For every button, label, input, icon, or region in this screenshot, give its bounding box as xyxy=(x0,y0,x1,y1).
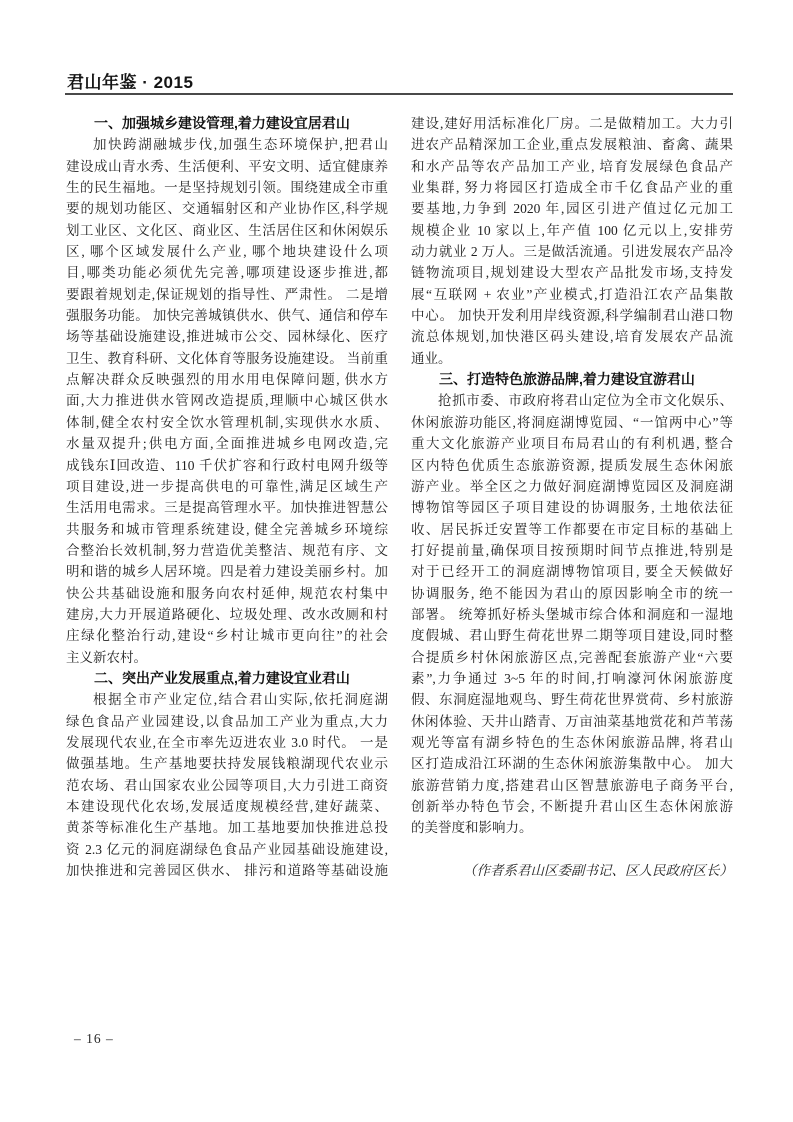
text-line: 业集群, 努力将园区打造成全市千亿食品产业的重 xyxy=(411,180,733,196)
text-line: 观光等富有湖乡特色的生态休闲旅游品牌, 将君山 xyxy=(411,734,733,750)
text-line: 黄茶等标准化生产基地。加工基地要加快推进总投 xyxy=(66,820,388,836)
text-line: 创新举办特色节会, 不断提升君山区生态休闲旅游 xyxy=(411,799,733,814)
text-line: 合提质乡村休闲旅游区点,完善配套旅游产业“六要 xyxy=(411,649,733,665)
text-line: 素”,力争通过 3~5 年的时间,打响濠河休闲旅游度 xyxy=(411,670,733,686)
text-line: 规模企业 10 家以上,年产值 100 亿元以上,安排劳 xyxy=(411,222,733,238)
text-line: 通业。 xyxy=(411,350,452,366)
text-line: 流总体规划,加快港区码头建设,培育发展农产品流 xyxy=(411,329,733,345)
text-line: 协调服务, 绝不能因为君山的原因影响全市的统一 xyxy=(411,585,733,601)
text-line: 进农产品精深加工企业,重点发展粮油、畜禽、蔬果 xyxy=(411,137,733,153)
text-line: 体制,健全农村安全饮水管理机制,实现供水水质、 xyxy=(66,414,388,430)
text-line: 范农场、君山国家农业公园等项目,大力引进工商资 xyxy=(66,777,388,793)
text-line: 发展现代农业,在全市率先迈进农业 3.0 时代。 一是 xyxy=(66,734,388,750)
blank-line xyxy=(411,839,733,860)
text-line: 建设成山青水秀、生活便利、平安文明、适宜健康养 xyxy=(66,158,388,174)
text-line: 链物流项目,规划建设大型农产品批发市场,支持发 xyxy=(411,265,733,281)
text-line: 度假城、君山野生荷花世界二期等项目建设,同时整 xyxy=(411,628,733,644)
text-line: 本建设现代化农场,发展适度规模经营,建好蔬菜、 xyxy=(66,799,388,814)
text-line: 庄绿化整治行动,建设“乡村让城市更向往”的社会 xyxy=(66,628,388,644)
text-line: 资 2.3 亿元的洞庭湖绿色食品产业园基础设施建设, xyxy=(66,841,388,857)
text-line: 要基地,力争到 2020 年,园区引进产值过亿元加工 xyxy=(411,201,733,217)
text-line: 区打造成沿江环湖的生态休闲旅游集散中心。 加大 xyxy=(411,756,733,772)
text-line: 合整治长效机制,努力营造优美整洁、规范有序、文 xyxy=(66,542,388,558)
text-line: 划工业区、文化区、商业区、生活居住区和休闲娱乐 xyxy=(66,222,388,238)
left-column xyxy=(66,113,388,881)
text-line: 部署。 统筹抓好桥头堡城市综合体和洞庭和一湿地 xyxy=(411,606,733,622)
text-line: 假、东洞庭湿地观鸟、野生荷花世界赏荷、乡村旅游 xyxy=(411,692,733,708)
text-line: 水量双提升;供电方面,全面推进城乡电网改造,完 xyxy=(66,436,388,452)
section-heading: 二、突出产业发展重点,着力建设宜业君山 xyxy=(94,669,350,686)
text-line: 生的民生福地。一是坚持规划引领。围绕建成全市重 xyxy=(66,180,388,196)
text-line: 做强基地。生产基地要扶持发展钱粮湖现代农业示 xyxy=(66,756,388,772)
page-number: – 16 – xyxy=(74,1031,114,1046)
text-line: 建房,大力开展道路硬化、垃圾处理、改水改厕和村 xyxy=(66,606,388,622)
page-header-title: 君山年鉴 · 2015 xyxy=(67,73,194,92)
text-line: 区内特色优质生态旅游资源, 提质发展生态休闲旅 xyxy=(411,457,733,473)
text-line: 点解决群众反映强烈的用水用电保障问题, 供水方 xyxy=(66,372,388,388)
text-columns xyxy=(66,113,733,881)
text-line: 展“互联网 + 农业”产业模式,打造沿江农产品集散 xyxy=(411,286,733,302)
text-line: 打好提前量,确保项目按预期时间节点推进,特别是 xyxy=(411,542,733,558)
text-line: 区, 哪个区域发展什么产业, 哪个地块建设什么项 xyxy=(66,244,388,260)
text-line: 游产业。举全区之力做好洞庭湖博览园区及洞庭湖 xyxy=(411,478,733,494)
text-line: 要的规划功能区、交通辐射区和产业协作区,科学规 xyxy=(66,201,388,217)
text-line: 绿色食品产业园建设,以食品加工产业为重点,大力 xyxy=(66,713,388,729)
section-heading: 三、打造特色旅游品牌,着力建设宜游君山 xyxy=(439,371,695,388)
text-line: 休闲体验、天井山踏青、万亩油菜基地赏花和芦苇荡 xyxy=(411,713,733,729)
text-line: 建设,建好用活标准化厂房。二是做精加工。大力引 xyxy=(411,116,733,131)
text-line: 博物馆等园区子项目建设的协调服务, 土地依法征 xyxy=(411,500,733,516)
header-rule xyxy=(65,93,733,95)
text-line: 根据全市产业定位,结合君山实际,依托洞庭湖 xyxy=(93,692,388,708)
text-line: 和水产品等农产品加工产业, 培育发展绿色食品产 xyxy=(411,158,733,174)
attribution-line: （作者系君山区委副书记、区人民政府区长） xyxy=(463,863,733,879)
text-line: 的美誉度和影响力。 xyxy=(411,820,533,836)
text-line: 共服务和城市管理系统建设, 健全完善城乡环境综 xyxy=(66,521,388,537)
text-line: 主义新农村。 xyxy=(66,649,147,665)
text-line: 休闲旅游功能区,将洞庭湖博览园、“一馆两中心”等 xyxy=(411,414,733,430)
text-line: 强服务功能。 加快完善城镇供水、供气、通信和停车 xyxy=(66,308,388,324)
right-column xyxy=(411,113,733,881)
text-line: 要跟着规划走,保证规划的指导性、严肃性。 二是增 xyxy=(66,286,388,302)
text-line: 明和谐的城乡人居环境。四是着力建设美丽乡村。加 xyxy=(66,564,388,580)
text-line: 中心。 加快开发利用岸线资源,科学编制君山港口物 xyxy=(411,308,733,324)
text-line: 动力就业 2 万人。三是做活流通。引进发展农产品冷 xyxy=(411,244,733,260)
text-line: 加快跨湖融城步伐,加强生态环境保护,把君山 xyxy=(93,137,388,153)
text-line: 卫生、教育科研、文化体育等服务设施建设。 当前重 xyxy=(66,350,388,366)
text-line: 抢抓市委、市政府将君山定位为全市文化娱乐、 xyxy=(438,393,733,409)
text-line: 成钱东Ⅰ回改造、110 千伏扩容和行政村电网升级等 xyxy=(66,457,388,473)
text-line: 生活用电需求。三是提高管理水平。加快推进智慧公 xyxy=(66,500,388,516)
text-line: 加快推进和完善园区供水、 排污和道路等基础设施 xyxy=(66,863,388,879)
section-heading: 一、加强城乡建设管理,着力建设宜居君山 xyxy=(94,115,350,131)
text-line: 场等基础设施建设,推进城市公交、园林绿化、医疗 xyxy=(66,329,388,345)
text-line: 目,哪类功能必须优先完善,哪项建设逐步推进,都 xyxy=(66,265,388,281)
text-line: 对于已经开工的洞庭湖博物馆项目, 要全天候做好 xyxy=(411,564,733,580)
text-line: 收、居民拆迁安置等工作都要在市定目标的基础上 xyxy=(411,521,733,537)
text-line: 项目建设,进一步提高供电的可靠性,满足区域生产 xyxy=(66,478,388,494)
text-line: 快公共基础设施和服务向农村延伸, 规范农村集中 xyxy=(66,585,388,601)
text-line: 重大文化旅游产业项目布局君山的有利机遇, 整合 xyxy=(411,436,733,452)
text-line: 面,大力推进供水管网改造提质,理顺中心城区供水 xyxy=(66,393,388,409)
text-line: 旅游营销力度,搭建君山区智慧旅游电子商务平台, xyxy=(411,777,733,793)
